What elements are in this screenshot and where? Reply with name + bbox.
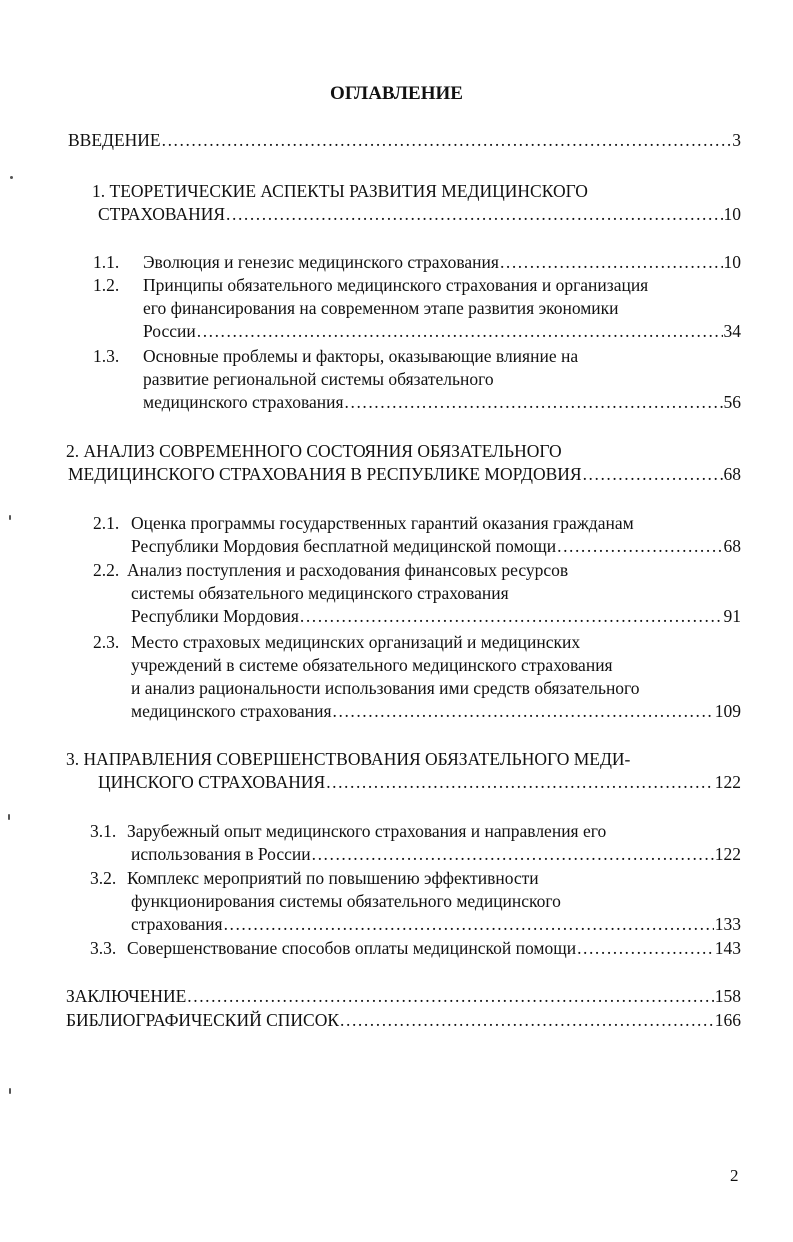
- toc-entry-3-1[interactable]: [131, 843, 741, 866]
- scan-speck: [8, 814, 10, 820]
- leader-dots: [197, 320, 723, 343]
- section-number: 2.2.: [93, 560, 120, 580]
- entry-label: ЦИНСКОГО СТРАХОВАНИЯ: [98, 772, 326, 792]
- entry-page: 166: [714, 1010, 741, 1030]
- section-number: 2.3.: [93, 632, 120, 652]
- entry-page: 3: [732, 130, 741, 150]
- section-number: 3.2.: [90, 868, 117, 888]
- toc-entry-bibliography[interactable]: [66, 1009, 741, 1032]
- toc-entry-intro[interactable]: [68, 129, 741, 152]
- chapter-2-title-line1[interactable]: 2. АНАЛИЗ СОВРЕМЕННОГО СОСТОЯНИЯ ОБЯЗАТЕЛЬНОГО: [66, 441, 562, 461]
- entry-line[interactable]: Комплекс мероприятий по повышению эффективности: [127, 868, 539, 888]
- entry-line[interactable]: Место страховых медицинских организаций и медицинских: [131, 632, 581, 652]
- entry-line[interactable]: Принципы обязательного медицинского страхования и организация: [143, 275, 649, 295]
- scan-speck: [10, 176, 13, 179]
- entry-label: использования в России: [131, 844, 311, 864]
- leader-dots: [577, 937, 714, 960]
- entry-page: 122: [714, 772, 741, 792]
- leader-dots: [333, 700, 714, 723]
- entry-label: МЕДИЦИНСКОГО СТРАХОВАНИЯ В РЕСПУБЛИКЕ МОРДОВИЯ: [68, 464, 582, 484]
- section-number: 3.1.: [90, 821, 117, 841]
- entry-label: Совершенствование способов оплаты медицинской помощи: [127, 938, 577, 958]
- entry-label: медицинского страхования: [131, 701, 332, 721]
- entry-line[interactable]: системы обязательного медицинского страхования: [131, 583, 509, 603]
- entry-line[interactable]: функционирования системы обязательного медицинского: [131, 891, 561, 911]
- leader-dots: [162, 129, 732, 152]
- entry-label: Эволюция и генезис медицинского страхования: [143, 252, 499, 272]
- leader-dots: [326, 771, 714, 794]
- toc-entry-2-1[interactable]: [131, 535, 741, 558]
- toc-entry-chapter-3[interactable]: [98, 771, 741, 794]
- toc-entry-2-3[interactable]: [131, 700, 741, 723]
- toc-entry-1-3[interactable]: [143, 391, 741, 414]
- leader-dots: [312, 843, 714, 866]
- entry-page: 143: [714, 938, 741, 958]
- leader-dots: [187, 985, 713, 1008]
- scan-speck: [9, 1088, 11, 1094]
- leader-dots: [557, 535, 722, 558]
- entry-page: 10: [723, 204, 741, 224]
- leader-dots: [583, 463, 723, 486]
- toc-entry-chapter-2[interactable]: [68, 463, 741, 486]
- toc-entry-2-2[interactable]: [131, 605, 741, 628]
- leader-dots: [224, 913, 714, 936]
- scan-speck: [9, 515, 11, 520]
- section-number: 1.1.: [93, 252, 120, 272]
- entry-page: 34: [723, 321, 741, 341]
- entry-page: 10: [723, 252, 741, 272]
- toc-entry-3-2[interactable]: [131, 913, 741, 936]
- entry-label: России: [143, 321, 196, 341]
- toc-entry-chapter-1[interactable]: [98, 203, 741, 226]
- leader-dots: [226, 203, 722, 226]
- entry-line[interactable]: Анализ поступления и расходования финансовых ресурсов: [127, 560, 569, 580]
- leader-dots: [500, 251, 723, 274]
- entry-page: 91: [723, 606, 741, 626]
- chapter-1-title-line1[interactable]: 1. ТЕОРЕТИЧЕСКИЕ АСПЕКТЫ РАЗВИТИЯ МЕДИЦИНСКОГО: [92, 181, 588, 201]
- toc-entry-conclusion[interactable]: [66, 985, 741, 1008]
- page-number: 2: [730, 1166, 739, 1185]
- entry-label: страхования: [131, 914, 223, 934]
- toc-entry-3-3[interactable]: [127, 937, 741, 960]
- entry-line[interactable]: Зарубежный опыт медицинского страхования и направления его: [127, 821, 607, 841]
- entry-page: 109: [714, 701, 741, 721]
- entry-line[interactable]: Основные проблемы и факторы, оказывающие влияние на: [143, 346, 579, 366]
- entry-label: Республики Мордовия: [131, 606, 299, 626]
- entry-label: Республики Мордовия бесплатной медицинской помощи: [131, 536, 557, 556]
- leader-dots: [345, 391, 723, 414]
- toc-entry-1-1[interactable]: [143, 251, 741, 274]
- entry-page: 68: [723, 536, 741, 556]
- entry-page: 122: [714, 844, 741, 864]
- entry-page: 56: [723, 392, 741, 412]
- section-number: 1.3.: [93, 346, 120, 366]
- leader-dots: [340, 1009, 714, 1032]
- entry-page: 133: [714, 914, 741, 934]
- entry-label: СТРАХОВАНИЯ: [98, 204, 226, 224]
- toc-title: ОГЛАВЛЕНИЕ: [330, 83, 463, 104]
- entry-label: медицинского страхования: [143, 392, 344, 412]
- entry-line[interactable]: и анализ рациональности использования ими средств обязательного: [131, 678, 640, 698]
- section-number: 3.3.: [90, 938, 117, 958]
- entry-line[interactable]: его финансирования на современном этапе развития экономики: [143, 298, 619, 318]
- entry-line[interactable]: учреждений в системе обязательного медицинского страхования: [131, 655, 613, 675]
- section-number: 2.1.: [93, 513, 120, 533]
- entry-label: ВВЕДЕНИЕ: [68, 130, 161, 150]
- leader-dots: [300, 605, 723, 628]
- entry-label: БИБЛИОГРАФИЧЕСКИЙ СПИСОК: [66, 1010, 340, 1030]
- section-number: 1.2.: [93, 275, 120, 295]
- chapter-3-title-line1[interactable]: 3. НАПРАВЛЕНИЯ СОВЕРШЕНСТВОВАНИЯ ОБЯЗАТЕЛЬНОГО МЕДИ-: [66, 749, 631, 769]
- entry-page: 158: [714, 986, 741, 1006]
- entry-line[interactable]: Оценка программы государственных гарантий оказания гражданам: [131, 513, 634, 533]
- entry-page: 68: [723, 464, 741, 484]
- entry-label: ЗАКЛЮЧЕНИЕ: [66, 986, 187, 1006]
- toc-entry-1-2[interactable]: [143, 320, 741, 343]
- entry-line[interactable]: развитие региональной системы обязательного: [143, 369, 494, 389]
